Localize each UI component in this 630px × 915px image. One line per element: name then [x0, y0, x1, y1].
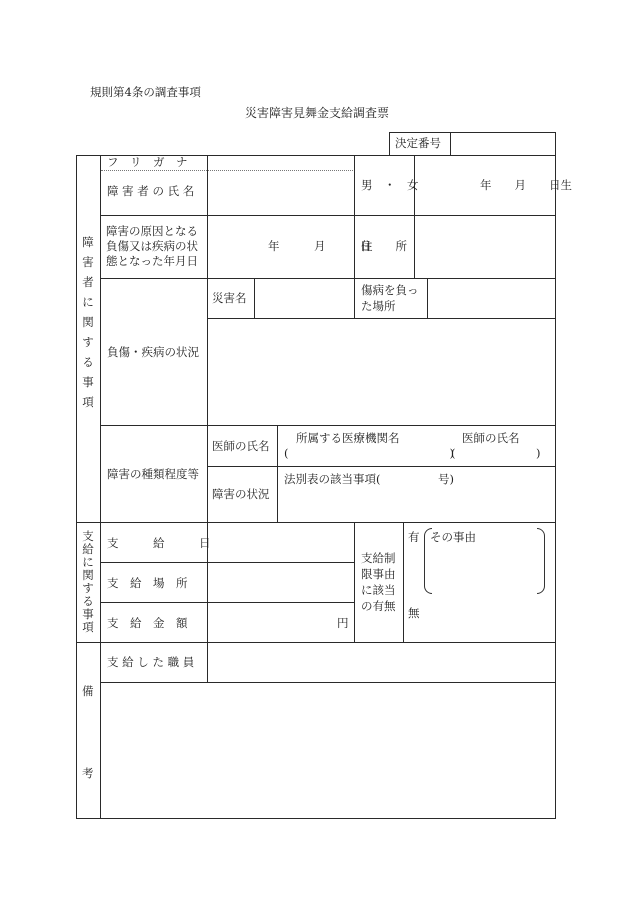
left-brace-icon: [424, 528, 432, 594]
name-field[interactable]: [208, 171, 353, 214]
decision-number-label: 決定番号: [395, 136, 441, 150]
address-field[interactable]: [415, 216, 555, 278]
remarks-field[interactable]: [101, 683, 555, 818]
restriction-yes-option[interactable]: 有: [408, 530, 420, 544]
cause-label-line3: 態となった年月日: [106, 254, 198, 268]
injury-place-field[interactable]: [428, 279, 555, 318]
injury-place-label-line2: た場所: [361, 299, 396, 313]
institution-field[interactable]: ( ): [284, 446, 454, 460]
payment-section-label: 支 給 に 関 す る 事 項: [82, 529, 94, 634]
restriction-reason-field[interactable]: [433, 546, 535, 590]
furigana-field[interactable]: [208, 156, 353, 170]
injury-status-field[interactable]: [208, 319, 555, 425]
furigana-label: フ リ ガ ナ: [107, 155, 188, 169]
restriction-label-line2: 限事由: [361, 567, 396, 581]
right-brace-icon: [537, 528, 545, 594]
gender-field[interactable]: 男 ・ 女: [361, 178, 419, 192]
disaster-name-field[interactable]: [255, 279, 353, 318]
injury-status-label: 負傷・疾病の状況: [107, 345, 199, 359]
restriction-label-line4: の有無: [361, 599, 396, 613]
table-item-field[interactable]: 法別表の該当事項( 号): [284, 472, 454, 486]
name-label: 障 害 者 の 氏 名: [107, 184, 195, 198]
restriction-label-line3: に該当: [361, 583, 396, 597]
disability-type-label: 障害の種類程度等: [107, 467, 199, 481]
payment-amount-unit[interactable]: 円: [337, 616, 349, 630]
cause-label-line1: 障害の原因となる: [106, 224, 198, 238]
restriction-label-line1: 支給制: [361, 551, 396, 565]
restriction-no-option[interactable]: 無: [408, 606, 420, 620]
institution-label: 所属する医療機関名: [296, 431, 400, 445]
disaster-name-label: 災害名: [212, 291, 247, 305]
payment-staff-field[interactable]: [208, 643, 555, 682]
doctor-name-label: 医師の氏名: [212, 439, 270, 453]
disability-status-label: 障害の状況: [212, 487, 270, 501]
injury-place-label-line1: 傷病を負っ: [361, 283, 419, 297]
cause-label-line2: 負傷又は疾病の状: [106, 239, 198, 253]
decision-number-field[interactable]: [451, 133, 555, 155]
remarks-label-bottom: 考: [82, 766, 94, 780]
payment-place-field[interactable]: [208, 563, 353, 602]
address-label: 住 所: [361, 239, 407, 253]
doctor-name-col-label: 医師の氏名: [462, 431, 520, 445]
person-section-label: 障 害 者 に 関 す る 事 項: [82, 235, 94, 409]
payment-amount-label: 支 給 金 額: [107, 616, 188, 630]
payment-staff-label: 支 給 し た 職 員: [107, 655, 195, 669]
payment-date-field[interactable]: [208, 523, 353, 562]
payment-place-label: 支 給 場 所: [107, 576, 188, 590]
birth-date-field[interactable]: 年 月 日生: [480, 178, 572, 192]
form-title: 災害障害見舞金支給調査票: [245, 106, 390, 120]
remarks-label-top: 備: [82, 684, 94, 698]
rule-reference: 規則第4条の調査事項: [90, 85, 201, 99]
payment-date-label: 支 給 日: [107, 536, 211, 550]
restriction-reason-label: その事由: [430, 530, 476, 544]
cause-date-field[interactable]: 年 月 日: [268, 239, 372, 253]
doctor-name-field[interactable]: ( ): [451, 446, 541, 460]
